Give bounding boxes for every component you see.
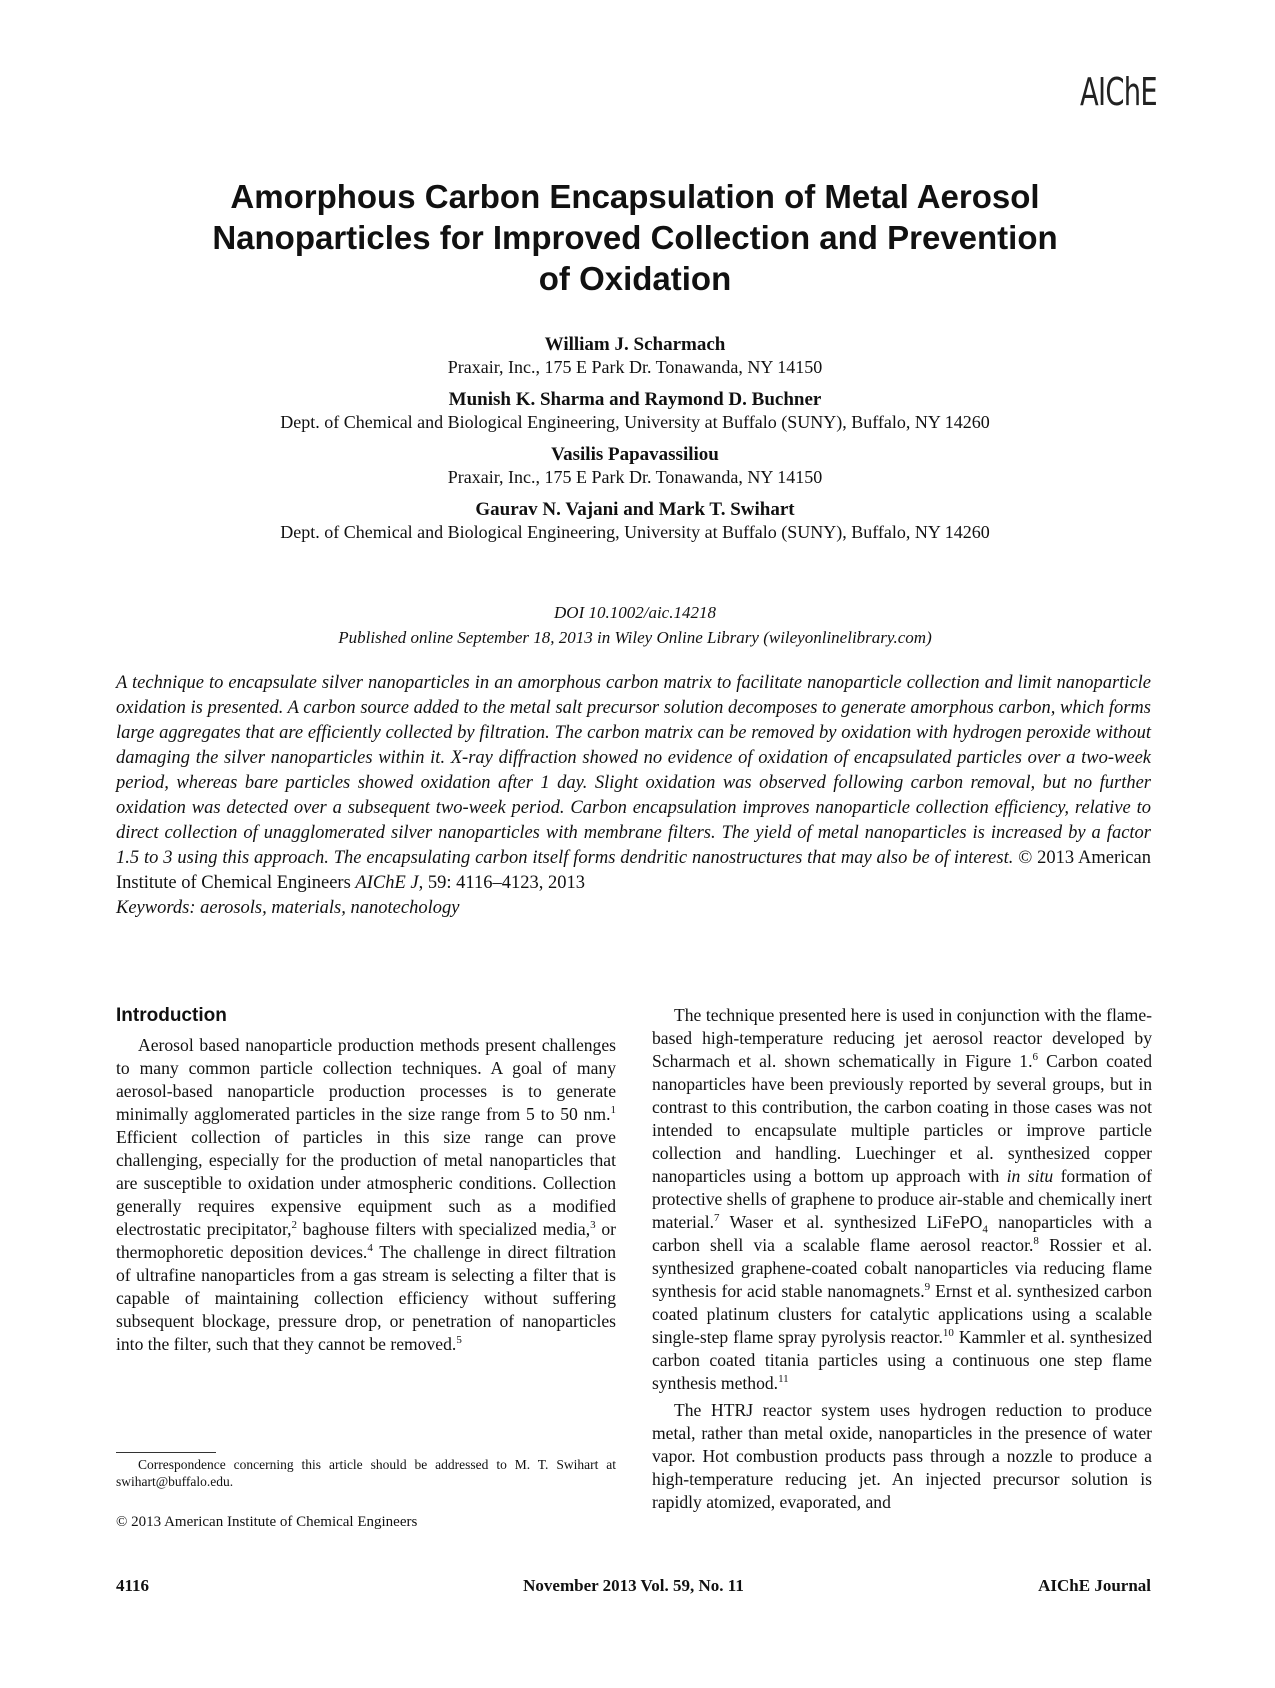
text-run: Rossier et al. synthesized graphene-coated cobalt nanoparticles via reducing flame synthesis for acid stable nanomagnets. [652,1235,1152,1301]
published-online: Published online September 18, 2013 in Wiley Online Library (wileyonlinelibrary.com) [338,628,932,647]
paragraph: The HTRJ reactor system uses hydrogen reduction to produce metal, rather than metal oxide, nanoparticles in the presence of water vapor. Hot combustion products pass through a nozzle to produce a high-temperature reducing jet. An injected precursor solution is rapidly atomized, evaporated, and [652,1400,1152,1512]
text-run: Kammler et al. synthesized carbon coated titania particles using a continuous one step flame synthesis method. [652,1327,1152,1393]
reference-mark[interactable]: 6 [1032,1051,1038,1064]
section-heading: Introduction [116,1005,227,1026]
paragraph [116,1034,616,1356]
right-column [652,1004,1152,1514]
text-run: The challenge in direct filtration of ultrafine nanoparticles from a gas stream is selecting a filter that is capable of maintaining collection efficiency without suffering subsequent blockage, pressure drop, or penetration of nanoparticles into the filter, such that they cannot be removed. [116,1242,617,1354]
abstract-text: A technique to encapsulate silver nanoparticles in an amorphous carbon matrix to facilitate nanoparticle collection and limit nanoparticle oxidation is presented. A carbon source added to the metal salt precursor solution decomposes to generate amorphous carbon, which forms large aggregates that are efficiently collected by filtration. The carbon matrix can be removed by oxidation with hydrogen peroxide without damaging the silver nanoparticles within it. X-ray diffraction showed no evidence of oxidation of encapsulated particles over a two-week period, whereas bare particles showed oxidation after 1 day. Slight oxidation was observed following carbon removal, but no further oxidation was detected over a subsequent two-week period. Carbon encapsulation improves nanoparticle collection efficiency, relative to direct collection of unagglomerated silver nanoparticles with membrane filters. The yield of metal nanoparticles is increased by a factor 1.5 to 3 using this approach. The encapsulating carbon itself forms dendritic nanostructures that may also be of interest. [116,673,1151,868]
reference-mark[interactable]: 7 [714,1212,720,1225]
subscript: 4 [982,1223,988,1236]
text-run: Efficient collection of particles in this size range can prove challenging, especially for the production of metal nanoparticles that are susceptible to oxidation under atmospheric conditions. Collection generally requires expensive equipment such as a modified electrostatic precipitator, [116,1127,616,1239]
reference-mark[interactable]: 5 [456,1334,462,1347]
journal-name: AIChE Journal [1038,1576,1151,1595]
publication-info [160,600,1110,650]
reference-mark[interactable]: 8 [1033,1235,1039,1248]
journal-abbreviation: AIChE J [355,873,419,893]
correspondence-note: Correspondence concerning this article should be addressed to M. T. Swihart at swihart@buffalo.edu. [116,1457,616,1489]
author-affiliation: Dept. of Chemical and Biological Engineering, University at Buffalo (SUNY), Buffalo, NY 14260 [280,412,990,432]
article-title [160,176,1110,299]
reference-mark[interactable]: 11 [778,1373,789,1386]
reference-mark[interactable]: 1 [610,1104,616,1117]
text-run: formation of protective shells of graphene to produce air-stable and chemically inert material. [652,1166,1152,1232]
author-affiliation: Praxair, Inc., 175 E Park Dr. Tonawanda, NY 14150 [447,467,823,487]
text-run: baghouse filters with specialized media, [297,1219,591,1239]
footnote-divider [116,1452,216,1453]
author-block [160,443,1110,488]
journal-logo: AIChE [1080,70,1157,114]
author-block [160,498,1110,543]
text-run: or thermophoretic deposition devices. [116,1219,617,1262]
reference-mark[interactable]: 4 [367,1242,373,1255]
reference-mark[interactable]: 9 [924,1281,931,1294]
title-line: of Oxidation [538,260,732,297]
author-list [160,333,1110,553]
text-run: Ernst et al. synthesized carbon coated platinum clusters for catalytic applications using a scalable single-step flame spray pyrolysis reactor. [652,1281,1152,1347]
citation: , 59: 4116–4123, 2013 [418,873,585,893]
author-name: Gaurav N. Vajani and Mark T. Swihart [475,499,795,520]
text-run: The technique presented here is used in conjunction with the flame-based high-temperature reducing jet aerosol reactor developed by Scharmach et al. shown schematically in Figure 1. [652,1005,1152,1071]
author-block [160,333,1110,378]
author-affiliation: Praxair, Inc., 175 E Park Dr. Tonawanda, NY 14150 [447,357,823,377]
emphasis: in situ [1006,1166,1054,1186]
text-run: nanoparticles with a carbon shell via a scalable flame aerosol reactor. [652,1212,1152,1255]
reference-mark[interactable]: 3 [590,1219,596,1232]
author-name: Munish K. Sharma and Raymond D. Buchner [448,389,822,410]
author-affiliation: Dept. of Chemical and Biological Engineering, University at Buffalo (SUNY), Buffalo, NY 14260 [280,522,990,542]
text-run: Waser et al. synthesized LiFePO [719,1212,983,1232]
abstract [116,671,1151,921]
author-name: Vasilis Papavassiliou [551,444,719,465]
title-line: Nanoparticles for Improved Collection and Prevention [212,219,1058,256]
abstract-copyright: © 2013 American Institute of Chemical Engineers [116,848,1151,893]
reference-mark[interactable]: 2 [291,1219,298,1232]
copyright-notice: © 2013 American Institute of Chemical Engineers [116,1514,418,1530]
text-run: Carbon coated nanoparticles have been previously reported by several groups, but in contrast to this contribution, the carbon coating in those cases was not intended to encapsulate multiple particles or improve particle collection and handling. Luechinger et al. synthesized copper nanoparticles using a bottom up approach with [652,1051,1152,1186]
paragraph [652,1004,1152,1395]
issue-info: November 2013 Vol. 59, No. 11 [523,1576,744,1595]
title-line: Amorphous Carbon Encapsulation of Metal Aerosol [230,178,1040,215]
left-column [116,1004,616,1356]
author-block [160,388,1110,433]
reference-mark[interactable]: 10 [942,1327,954,1340]
footnote [116,1456,616,1490]
keywords: Keywords: aerosols, materials, nanotechology [116,898,460,918]
page-number: 4116 [116,1576,150,1595]
text-run: Aerosol based nanoparticle production methods present challenges to many common particle collection techniques. A goal of many aerosol-based nanoparticle production processes is to generate minimally agglomerated particles in the size range from 5 to 50 nm. [116,1035,616,1124]
doi-link[interactable]: DOI 10.1002/aic.14218 [554,603,716,622]
author-name: William J. Scharmach [544,334,726,355]
